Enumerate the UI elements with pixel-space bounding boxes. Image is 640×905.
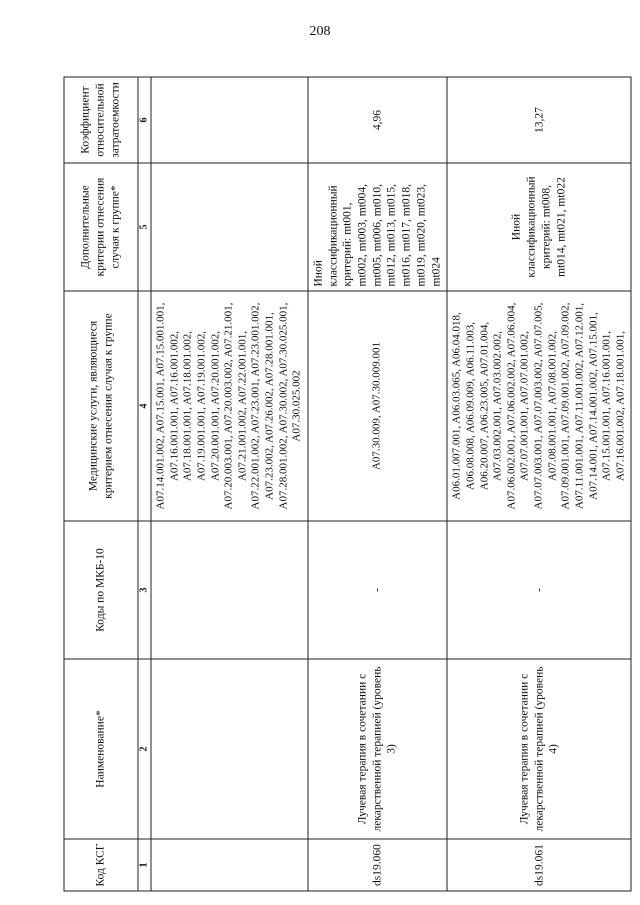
column-number: 6	[138, 77, 151, 163]
column-number: 2	[138, 659, 151, 839]
header-extra: Дополнительные критерии отнесения случая к группе*	[64, 163, 138, 291]
column-number: 3	[138, 521, 151, 659]
cell-coef	[151, 77, 308, 163]
table-row	[151, 77, 308, 891]
page-number: 208	[309, 24, 331, 39]
cell-name: Лучевая терапия в сочетании с лекарственной терапией (уровень 3)	[307, 659, 446, 839]
header-mkb: Коды по МКБ-10	[64, 521, 138, 659]
table-row	[307, 77, 446, 891]
cell-extra: Иной классификационный критерий: mt008, mt014, mt021, mt022	[447, 163, 631, 291]
cell-mkb: -	[447, 521, 631, 659]
column-number: 4	[138, 291, 151, 521]
cell-extra: Иной классификационный критерий: mt001, mt002, mt003, mt004, mt005, mt006, mt010, mt012, mt013, mt015, mt016, mt017, mt018, mt019, mt020, mt023, mt024	[307, 163, 446, 291]
cell-coef: 13,27	[447, 77, 631, 163]
cell-code: ds19.060	[307, 839, 446, 891]
cell-name	[151, 659, 308, 839]
table-row	[447, 77, 631, 891]
header-code: Код КСГ	[64, 839, 138, 891]
column-number: 5	[138, 163, 151, 291]
cell-services: A06.01.007.001, A06.03.065, A06.04.018, A06.08.008, A06.09.009, A06.11.003, A06.20.007, A06.23.005, A07.01.004, A07.03.002.001, A07.03.002.002, A07.06.002.001, A07.06.002.002, A07.06.004, A07.07.001.001, A07.07.001.002, A07.07.003.001, A07.07.003.002, A07.07.005, A07.08.001.001, A07.08.001.002, A07.09.001.001, A07.09.001.002, A07.09.002, A07.11.001.001, A07.11.001.002, A07.12.001, A07.14.001, A07.14.001.002, A07.15.001, A07.15.001.001, A07.16.001.001, A07.16.001.002, A07.18.001.001,	[447, 291, 631, 521]
cell-extra	[151, 163, 308, 291]
column-number-row	[138, 77, 151, 891]
header-coef: Коэффициент относительной затратоемкости	[64, 77, 138, 163]
cell-services: A07.14.001.002, A07.15.001, A07.15.001.001, A07.16.001.001, A07.16.001.002, A07.18.001.001, A07.18.001.002, A07.19.001.001, A07.19.001.002, A07.20.001.001, A07.20.001.002, A07.20.003.001, A07.20.003.002, A07.21.001, A07.21.001.002, A07.22.001.001, A07.22.001.002, A07.23.001, A07.23.001.002, A07.23.002, A07.26.002, A07.28.001.001, A07.28.001.002, A07.30.002, A07.30.025.001, A07.30.025.002	[151, 291, 308, 521]
cell-code: ds19.061	[447, 839, 631, 891]
cell-name: Лучевая терапия в сочетании с лекарственной терапией (уровень 4)	[447, 659, 631, 839]
cell-coef: 4,96	[307, 77, 446, 163]
cell-services: A07.30.009, A07.30.009.001	[307, 291, 446, 521]
ksg-table	[63, 76, 631, 891]
cell-mkb: -	[307, 521, 446, 659]
cell-code	[151, 839, 308, 891]
table-container	[63, 77, 626, 891]
column-number: 1	[138, 839, 151, 891]
header-row	[64, 77, 138, 891]
rotated-table	[63, 77, 626, 891]
header-name: Наименование*	[64, 659, 138, 839]
cell-mkb	[151, 521, 308, 659]
header-services: Медицинские услуги, являющиеся критерием отнесения случая к группе	[64, 291, 138, 521]
